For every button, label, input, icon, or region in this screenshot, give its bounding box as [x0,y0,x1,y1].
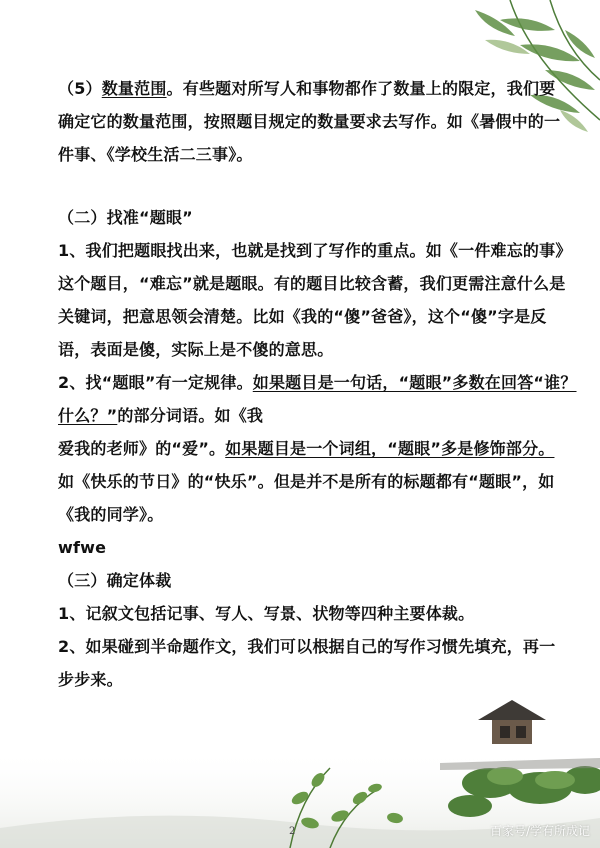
title-eye-phrase-rule-underlined: 如果题目是一个词组，“题眼”多是修饰部分。 [225,439,555,458]
paragraph-genre-2-line2: 步步来。 [58,670,123,689]
document-body [58,72,577,696]
paragraph-title-eye-2-line1 [58,366,577,399]
paragraph-quantity-range-line1 [58,72,566,105]
stray-text: wfwe [58,538,107,557]
paragraph-title-eye-2-line2 [58,399,566,432]
quantity-range-term: 数量范围 [101,79,167,98]
section-heading-title-eye: （二）找准“题眼” [58,208,193,227]
title-eye-rule-text-2: 的部分词语。如《我 [117,406,264,425]
paragraph-title-eye-2-line4: 如《快乐的节日》的“快乐”。但是并不是所有的标题都有“题眼”，如 [58,472,555,491]
title-eye-rule-underlined: 如果题目是一句话，“题眼”多数在回答“谁？ [252,373,577,392]
title-eye-rule-underlined-2: 什么？” [58,406,118,425]
paragraph-title-eye-1-line1: 1、我们把题眼找出来，也就是找到了写作的重点。如《一件难忘的事》 [58,241,572,260]
title-eye-rule-text: 2、找“题眼”有一定规律。 [58,373,253,392]
paragraph-title-eye-2-line3 [58,432,566,465]
paragraph-title-eye-2-line5: 《我的同学》。 [58,505,164,524]
paragraph-title-eye-1-line3: 关键词，把意思领会清楚。比如《我的“傻”爸爸》，这个“傻”字是反 [58,307,547,326]
paragraph-quantity-range-line3: 件事、《学校生活二三事》。 [58,145,253,164]
paragraph-title-eye-1-line4: 语，表面是傻，实际上是不傻的意思。 [58,340,334,359]
paragraph-title-eye-1-line2: 这个题目，“难忘”就是题眼。有的题目比较含蓄，我们更需注意什么是 [58,274,566,293]
title-eye-example-text: 爱我的老师》的“爱”。 [58,439,226,458]
page-number: 2 [289,826,296,837]
quantity-range-text: 。有些题对所写人和事物都作了数量上的限定，我们要 [166,79,556,98]
paragraph-genre-2-line1: 2、如果碰到半命题作文，我们可以根据自己的写作习惯先填充，再一 [58,637,556,656]
section-heading-genre: （三）确定体裁 [58,571,172,590]
paragraph-genre-1: 1、记叙文包括记事、写人、写景、状物等四种主要体裁。 [58,604,475,623]
item-number-5: （5） [58,79,102,98]
paragraph-quantity-range-line2: 确定它的数量范围，按照题目规定的数量要求去写作。如《暑假中的一 [58,112,561,131]
source-watermark: 百家号/学有所成记 [489,824,590,838]
